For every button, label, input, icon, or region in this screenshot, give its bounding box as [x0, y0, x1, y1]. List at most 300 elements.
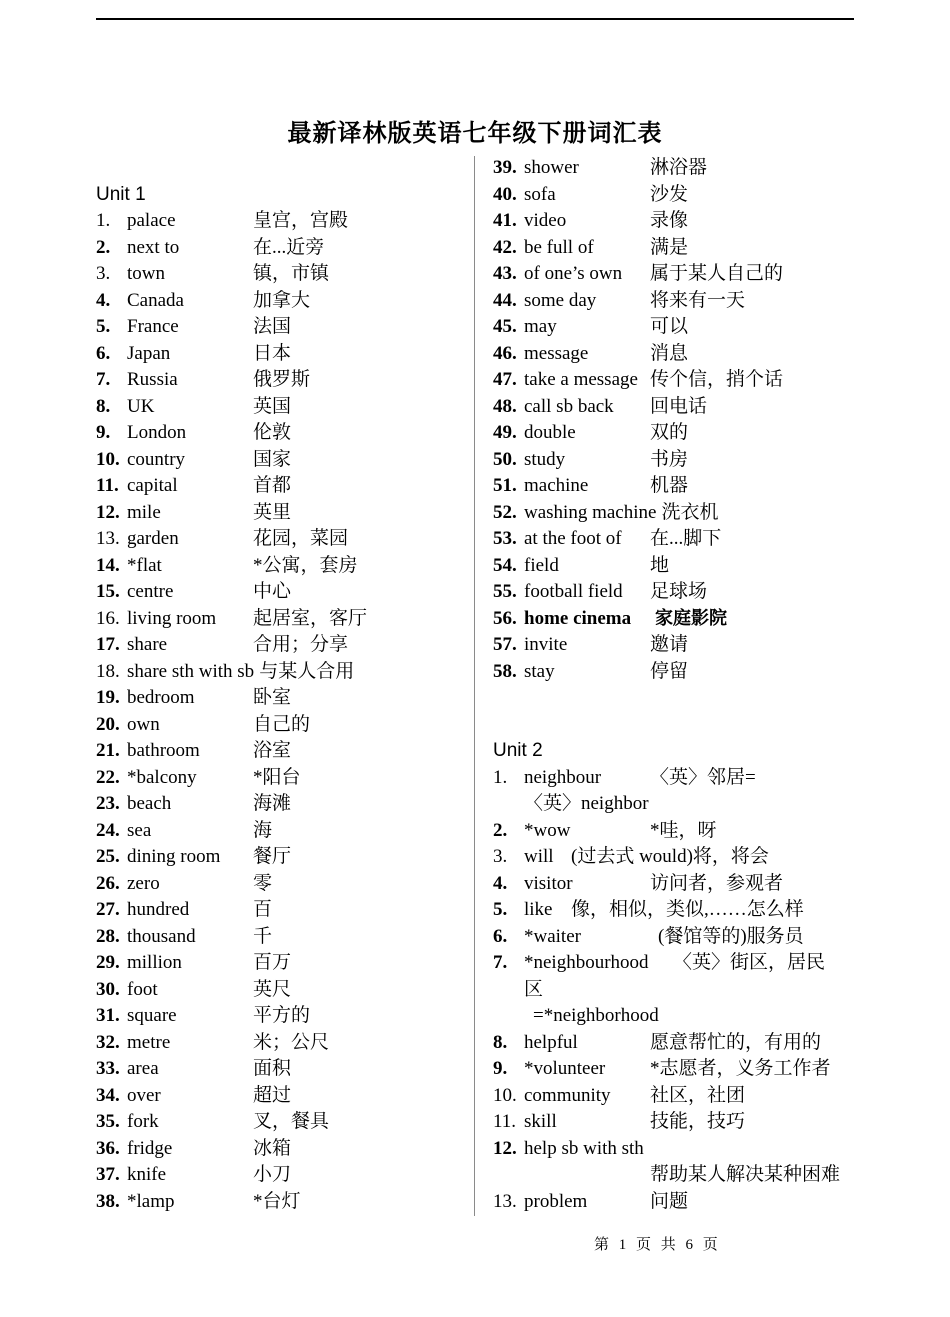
- english-word: zero: [127, 872, 160, 894]
- chinese-meaning: 可以: [650, 316, 689, 337]
- item-number: 4.: [493, 872, 508, 894]
- vocab-item: [96, 367, 466, 394]
- vocab-item: [493, 606, 863, 633]
- item-number: 47.: [493, 369, 517, 390]
- english-word: *volunteer: [524, 1058, 606, 1079]
- english-word: help sb with sth: [524, 1137, 644, 1159]
- vocab-item: [493, 473, 863, 500]
- chinese-meaning: 〈英〉邻居=: [650, 766, 756, 788]
- english-word: stay: [524, 660, 555, 682]
- item-number: 6.: [493, 925, 508, 947]
- english-word: neighbour: [524, 766, 602, 788]
- vocab-list-unit1: [96, 208, 466, 1215]
- chinese-meaning: 将来有一天: [650, 289, 746, 311]
- english-word: next to: [127, 236, 180, 258]
- vocab-item: [493, 182, 863, 209]
- item-number: 58.: [493, 660, 517, 682]
- item-number: 56.: [493, 607, 517, 629]
- vocab-item: [493, 632, 863, 659]
- vocab-item: [96, 950, 466, 977]
- vocab-item: [493, 1056, 863, 1083]
- vocab-item-continuation: [493, 1162, 863, 1189]
- item-number: 41.: [493, 210, 517, 231]
- vocab-item: [493, 1136, 863, 1163]
- chinese-meaning: 在...脚下: [650, 528, 722, 549]
- vocab-list-unit1-continued: [493, 155, 863, 685]
- item-number: 50.: [493, 448, 517, 470]
- chinese-meaning: 花园，菜园: [253, 528, 349, 549]
- item-number: 8.: [493, 1031, 508, 1053]
- vocab-item: [493, 314, 863, 341]
- item-number: 12.: [96, 501, 120, 523]
- vocab-item: [96, 844, 466, 871]
- chinese-meaning: 洗衣机: [661, 501, 719, 523]
- item-number: 46.: [493, 342, 517, 364]
- chinese-meaning: 与某人合用: [259, 660, 355, 682]
- chinese-meaning: 伦敦: [253, 422, 292, 443]
- english-word: shower: [524, 157, 579, 178]
- chinese-meaning: 卧室: [253, 687, 292, 708]
- english-word: Russia: [127, 369, 178, 390]
- english-word: area: [127, 1058, 159, 1079]
- english-word: machine: [524, 475, 589, 496]
- chinese-meaning: 问题: [650, 1190, 689, 1212]
- english-word: football field: [524, 581, 623, 602]
- chinese-meaning: 百万: [253, 952, 292, 973]
- vocab-item: [96, 420, 466, 447]
- english-word: like: [524, 899, 553, 920]
- chinese-meaning: *公寓，套房: [253, 554, 358, 576]
- item-number: 36.: [96, 1137, 120, 1159]
- spacer: [493, 712, 863, 739]
- vocab-item: [96, 791, 466, 818]
- english-word: Canada: [127, 289, 184, 311]
- item-number: 32.: [96, 1031, 120, 1053]
- item-number: 12.: [493, 1137, 517, 1159]
- english-word: Japan: [127, 342, 171, 364]
- chinese-meaning: 地: [650, 554, 670, 576]
- item-number: 30.: [96, 978, 120, 1000]
- chinese-meaning: 访问者，参观者: [650, 872, 784, 894]
- vocab-item: [493, 818, 863, 845]
- english-word: UK: [127, 395, 155, 417]
- chinese-meaning: 皇宫，宫殿: [253, 210, 349, 231]
- chinese-meaning: 书房: [650, 448, 689, 470]
- item-number: 1.: [96, 210, 111, 231]
- item-number: 52.: [493, 501, 517, 523]
- chinese-meaning: 起居室，客厅: [253, 607, 368, 629]
- spacer: [96, 155, 466, 182]
- item-number: 1.: [493, 766, 508, 788]
- vocab-item-continuation: [493, 977, 863, 1004]
- item-number: 48.: [493, 395, 517, 417]
- english-word: London: [127, 422, 187, 443]
- item-number: 3.: [96, 263, 111, 284]
- item-number: 45.: [493, 316, 517, 337]
- vocab-item: [96, 712, 466, 739]
- english-word: will: [524, 846, 554, 867]
- vocab-item: [96, 447, 466, 474]
- vocab-item: [96, 977, 466, 1004]
- english-word: home cinema: [524, 607, 632, 629]
- vocab-item: [493, 420, 863, 447]
- item-number: 55.: [493, 581, 517, 602]
- english-word: may: [524, 316, 557, 337]
- english-word: double: [524, 422, 576, 443]
- vocab-item: [493, 871, 863, 898]
- item-number: 39.: [493, 157, 517, 178]
- vocab-item: [96, 1136, 466, 1163]
- item-number: 25.: [96, 846, 120, 867]
- vocab-item: [493, 553, 863, 580]
- vocab-item: [493, 155, 863, 182]
- right-column: [493, 155, 863, 1215]
- vocab-item: [493, 394, 863, 421]
- vocab-item: [96, 1162, 466, 1189]
- vocab-item: [493, 897, 863, 924]
- item-number: 44.: [493, 289, 517, 311]
- item-number: 57.: [493, 634, 517, 655]
- english-word: *waiter: [524, 925, 581, 947]
- vocab-item: [96, 606, 466, 633]
- item-number: 27.: [96, 899, 120, 920]
- vocab-item: [493, 950, 863, 977]
- chinese-meaning: 百: [253, 899, 273, 920]
- english-word: *balcony: [127, 766, 197, 788]
- item-number: 24.: [96, 819, 120, 841]
- english-word: square: [127, 1005, 177, 1026]
- vocab-item-continuation: [493, 791, 863, 818]
- item-number: 54.: [493, 554, 517, 576]
- english-word: helpful: [524, 1031, 578, 1053]
- chinese-meaning-continued: 〈英〉neighbor: [524, 793, 649, 814]
- english-word: take a message: [524, 369, 638, 390]
- english-word: metre: [127, 1031, 171, 1053]
- english-word: hundred: [127, 899, 190, 920]
- chinese-meaning: 属于某人自己的: [650, 263, 784, 284]
- vocab-item: [493, 500, 863, 527]
- chinese-meaning: 传个信，捎个话: [650, 369, 784, 390]
- vocab-item: [96, 765, 466, 792]
- english-word: share: [127, 634, 168, 655]
- vocab-item: [493, 1109, 863, 1136]
- chinese-meaning: 国家: [253, 448, 292, 470]
- chinese-meaning: 双的: [650, 422, 689, 443]
- item-number: 5.: [96, 316, 111, 337]
- vocab-item: [96, 288, 466, 315]
- item-number: 4.: [96, 289, 111, 311]
- english-word: France: [127, 316, 179, 337]
- vocab-item: [96, 526, 466, 553]
- chinese-meaning: 叉，餐具: [253, 1111, 330, 1132]
- vocab-item: [493, 526, 863, 553]
- english-word: beach: [127, 793, 172, 814]
- vocab-item: [96, 1056, 466, 1083]
- item-number: 34.: [96, 1084, 120, 1106]
- english-word: problem: [524, 1190, 588, 1212]
- item-number: 19.: [96, 687, 120, 708]
- vocab-item: [493, 367, 863, 394]
- chinese-meaning: 面积: [253, 1058, 292, 1079]
- item-number: 23.: [96, 793, 120, 814]
- vocab-item: [96, 871, 466, 898]
- chinese-meaning: 中心: [253, 581, 292, 602]
- vocab-item: [96, 394, 466, 421]
- vocab-item: [493, 235, 863, 262]
- unit-heading: Unit 2: [493, 740, 543, 761]
- english-word: *wow: [524, 819, 571, 841]
- vocab-item: [96, 659, 466, 686]
- item-number: 11.: [96, 475, 119, 496]
- chinese-meaning: 在...近旁: [253, 236, 325, 258]
- vocab-item: [96, 500, 466, 527]
- chinese-meaning: 镇，市镇: [253, 263, 330, 284]
- vocab-item: [493, 208, 863, 235]
- vocab-item: [96, 685, 466, 712]
- item-number: 40.: [493, 183, 517, 205]
- chinese-meaning: 满是: [650, 236, 689, 258]
- english-word: *flat: [127, 554, 162, 576]
- vocab-item: [96, 208, 466, 235]
- chinese-meaning: 平方的: [253, 1005, 311, 1026]
- alternate-spelling: =*neighborhood: [533, 1005, 659, 1026]
- vocab-item: [96, 553, 466, 580]
- item-number: 2.: [96, 236, 111, 258]
- vocab-item: [96, 1189, 466, 1216]
- item-number: 31.: [96, 1005, 120, 1026]
- chinese-meaning: (餐馆等的)服务员: [658, 925, 804, 947]
- item-number: 38.: [96, 1190, 120, 1212]
- chinese-meaning: 家庭影院: [655, 607, 727, 629]
- item-number: 33.: [96, 1058, 120, 1079]
- english-word: knife: [127, 1164, 167, 1185]
- english-word: fridge: [127, 1137, 173, 1159]
- item-number: 10.: [493, 1084, 517, 1106]
- chinese-meaning: *哇，呀: [650, 819, 717, 841]
- vocab-item: [96, 738, 466, 765]
- vocab-item: [493, 261, 863, 288]
- page-footer: 第 1 页 共 6 页: [594, 1237, 721, 1253]
- vocab-item: [96, 235, 466, 262]
- english-word: foot: [127, 978, 158, 1000]
- header-rule: [96, 18, 854, 20]
- chinese-meaning: 超过: [253, 1084, 292, 1106]
- vocab-item: [96, 818, 466, 845]
- english-word: sea: [127, 819, 152, 841]
- item-number: 10.: [96, 448, 120, 470]
- column-divider: [474, 156, 475, 1216]
- chinese-meaning: 加拿大: [253, 289, 311, 311]
- chinese-meaning: 餐厅: [253, 846, 292, 867]
- english-word: visitor: [524, 872, 573, 894]
- english-word: share sth with sb: [127, 660, 255, 682]
- chinese-meaning: 愿意帮忙的，有用的: [650, 1031, 822, 1053]
- item-number: 37.: [96, 1164, 120, 1185]
- chinese-meaning: 自己的: [253, 713, 311, 735]
- english-word: bedroom: [127, 687, 195, 708]
- english-word: palace: [127, 210, 176, 231]
- english-word: at the foot of: [524, 528, 622, 549]
- item-number: 15.: [96, 581, 120, 602]
- english-word: study: [524, 448, 566, 470]
- item-number: 22.: [96, 766, 120, 788]
- item-number: 13.: [493, 1190, 517, 1212]
- english-word: field: [524, 554, 559, 576]
- vocab-item: [96, 1083, 466, 1110]
- chinese-meaning: 海: [253, 819, 273, 841]
- chinese-meaning: 回电话: [650, 395, 708, 417]
- item-number: 9.: [96, 422, 111, 443]
- chinese-meaning: 英国: [253, 395, 292, 417]
- chinese-meaning: 消息: [650, 342, 689, 364]
- english-word: garden: [127, 528, 179, 549]
- chinese-meaning: 首都: [253, 475, 292, 496]
- vocab-item: [493, 924, 863, 951]
- chinese-meaning: 机器: [650, 475, 689, 496]
- chinese-meaning: 英尺: [253, 978, 292, 1000]
- entry-inline: [524, 500, 718, 527]
- chinese-meaning: 帮助某人解决某种困难: [650, 1164, 841, 1185]
- chinese-meaning: 录像: [650, 210, 689, 231]
- chinese-meaning-continued: 区: [524, 978, 544, 1000]
- english-word: be full of: [524, 236, 594, 258]
- english-word: video: [524, 210, 567, 231]
- english-word: living room: [127, 607, 217, 629]
- item-number: 42.: [493, 236, 517, 258]
- page-title: 最新译林版英语七年级下册词汇表: [287, 119, 663, 147]
- item-number: 43.: [493, 263, 517, 284]
- item-number: 13.: [96, 528, 120, 549]
- item-number: 8.: [96, 395, 111, 417]
- english-word: town: [127, 263, 165, 284]
- vocab-item: [96, 897, 466, 924]
- english-word: mile: [127, 501, 161, 523]
- english-word: community: [524, 1084, 611, 1106]
- item-number: 29.: [96, 952, 120, 973]
- chinese-meaning: 社区，社团: [650, 1084, 746, 1106]
- chinese-meaning: (过去式 would)将，将会: [571, 846, 769, 867]
- left-column: [96, 155, 466, 1215]
- chinese-meaning: 停留: [650, 660, 689, 682]
- vocab-item: [96, 579, 466, 606]
- english-word: over: [127, 1084, 161, 1106]
- item-number: 14.: [96, 554, 120, 576]
- chinese-meaning: 技能，技巧: [650, 1111, 746, 1132]
- english-word: skill: [524, 1111, 557, 1132]
- item-number: 21.: [96, 740, 120, 761]
- vocab-item: [493, 1030, 863, 1057]
- english-word: fork: [127, 1111, 159, 1132]
- english-word: washing machine: [524, 501, 657, 523]
- item-number: 9.: [493, 1058, 508, 1079]
- item-number: 53.: [493, 528, 517, 549]
- chinese-meaning: 浴室: [253, 740, 292, 761]
- chinese-meaning: 海滩: [253, 793, 292, 814]
- unit-heading: Unit 1: [96, 183, 146, 205]
- entry-inline: [127, 659, 354, 686]
- chinese-meaning: 千: [253, 925, 273, 947]
- english-word: dining room: [127, 846, 221, 867]
- item-number: 17.: [96, 634, 120, 655]
- item-number: 49.: [493, 422, 517, 443]
- english-word: centre: [127, 581, 174, 602]
- chinese-meaning: 日本: [253, 342, 292, 364]
- item-number: 16.: [96, 607, 120, 629]
- chinese-meaning: 冰箱: [253, 1137, 292, 1159]
- chinese-meaning: 邀请: [650, 634, 689, 655]
- chinese-meaning: 小刀: [253, 1164, 292, 1185]
- vocab-list-unit2: [493, 765, 863, 1216]
- chinese-meaning: 淋浴器: [650, 157, 708, 178]
- vocab-item: [493, 447, 863, 474]
- item-number: 2.: [493, 819, 508, 841]
- vocab-item: [96, 261, 466, 288]
- vocab-item: [493, 765, 863, 792]
- vocab-item: [493, 341, 863, 368]
- vocab-item: [96, 632, 466, 659]
- spacer: [493, 685, 863, 712]
- vocab-item: [96, 1109, 466, 1136]
- vocab-item: [96, 473, 466, 500]
- item-number: 5.: [493, 899, 508, 920]
- english-word: *lamp: [127, 1190, 175, 1212]
- item-number: 20.: [96, 713, 120, 735]
- item-number: 28.: [96, 925, 120, 947]
- chinese-meaning: *阳台: [253, 766, 301, 788]
- item-number: 11.: [493, 1111, 517, 1132]
- vocab-item: [493, 659, 863, 686]
- chinese-meaning: 法国: [253, 316, 292, 337]
- chinese-meaning: 像，相似，类似,……怎么样: [571, 899, 804, 920]
- chinese-meaning: *台灯: [253, 1190, 301, 1212]
- item-number: 35.: [96, 1111, 120, 1132]
- chinese-meaning: 〈英〉街区，居民: [673, 952, 826, 973]
- item-number: 6.: [96, 342, 111, 364]
- item-number: 51.: [493, 475, 517, 496]
- item-number: 7.: [493, 952, 508, 973]
- english-word: own: [127, 713, 160, 735]
- vocab-item: [493, 288, 863, 315]
- english-word: sofa: [524, 183, 556, 205]
- item-number: 3.: [493, 846, 508, 867]
- english-word: message: [524, 342, 589, 364]
- english-word: bathroom: [127, 740, 200, 761]
- vocab-item: [96, 1003, 466, 1030]
- english-word: invite: [524, 634, 568, 655]
- chinese-meaning: 俄罗斯: [253, 369, 311, 390]
- vocab-item: [493, 844, 863, 871]
- english-word: capital: [127, 475, 178, 496]
- vocab-item: [96, 1030, 466, 1057]
- english-word: call sb back: [524, 395, 614, 417]
- vocab-item-continuation: [493, 1003, 863, 1030]
- item-number: 18.: [96, 660, 120, 682]
- item-number: 7.: [96, 369, 111, 390]
- vocab-item: [96, 314, 466, 341]
- english-word: million: [127, 952, 182, 973]
- english-word: of one’s own: [524, 263, 623, 284]
- chinese-meaning: *志愿者，义务工作者: [650, 1058, 831, 1079]
- vocab-item: [493, 579, 863, 606]
- item-number: 26.: [96, 872, 120, 894]
- vocab-item: [96, 924, 466, 951]
- chinese-meaning: 沙发: [650, 183, 689, 205]
- chinese-meaning: 足球场: [650, 581, 708, 602]
- english-word: thousand: [127, 925, 196, 947]
- chinese-meaning: 英里: [253, 501, 292, 523]
- english-word: *neighbourhood: [524, 952, 649, 973]
- chinese-meaning: 合用；分享: [253, 634, 349, 655]
